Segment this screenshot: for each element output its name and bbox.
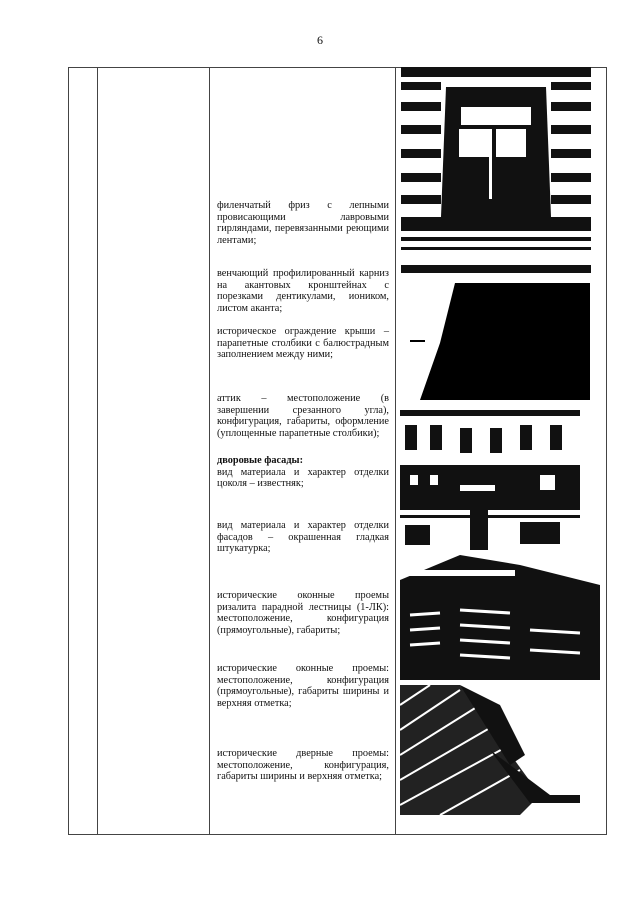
photo-stair-risalit [400,555,600,680]
item-frieze: филенчатый фриз с лепными провисающими лавровыми гирляндами, перевязанными реющими лентами; [217,200,389,246]
page-number: 6 [317,33,323,47]
item-doors: исторические дверные проемы: местоположение, конфигурация, габариты ширины и верхняя отметка; [217,748,389,783]
courtyard-section [217,455,389,490]
column-divider [209,68,210,834]
column-divider [97,68,98,834]
item-cornice: венчающий профилированный карниз на акантовых кронштейнах с порезками дентикулами, иоником, листом аканта; [217,268,389,314]
column-divider [395,68,396,834]
photo-cornice [410,283,590,400]
item-plinth: вид материала и характер отделки цоколя – известняк; [217,466,389,490]
photo-windows-doors [400,685,580,815]
photo-window-frieze [401,67,591,275]
courtyard-heading: дворовые фасады: [217,455,304,466]
item-stair-windows: исторические оконные проемы ризалита парадной лестницы (1-ЛК): местоположение, конфигурация (прямоугольные), габариты; [217,590,389,636]
photo-courtyard-facade [400,410,580,550]
item-roof-fence: историческое ограждение крыши – парапетные столбики с балюстрадным заполнением между ними; [217,326,389,361]
item-windows: исторические оконные проемы: местоположение, конфигурация (прямоугольные), габариты ширины и верхняя отметка; [217,663,389,709]
item-attic: аттик – местоположение (в завершении срезанного угла), конфигурация, габариты, оформление (уплощенные парапетные столбики); [217,393,389,439]
item-facade-material: вид материала и характер отделки фасадов – окрашенная гладкая штукатурка; [217,520,389,555]
